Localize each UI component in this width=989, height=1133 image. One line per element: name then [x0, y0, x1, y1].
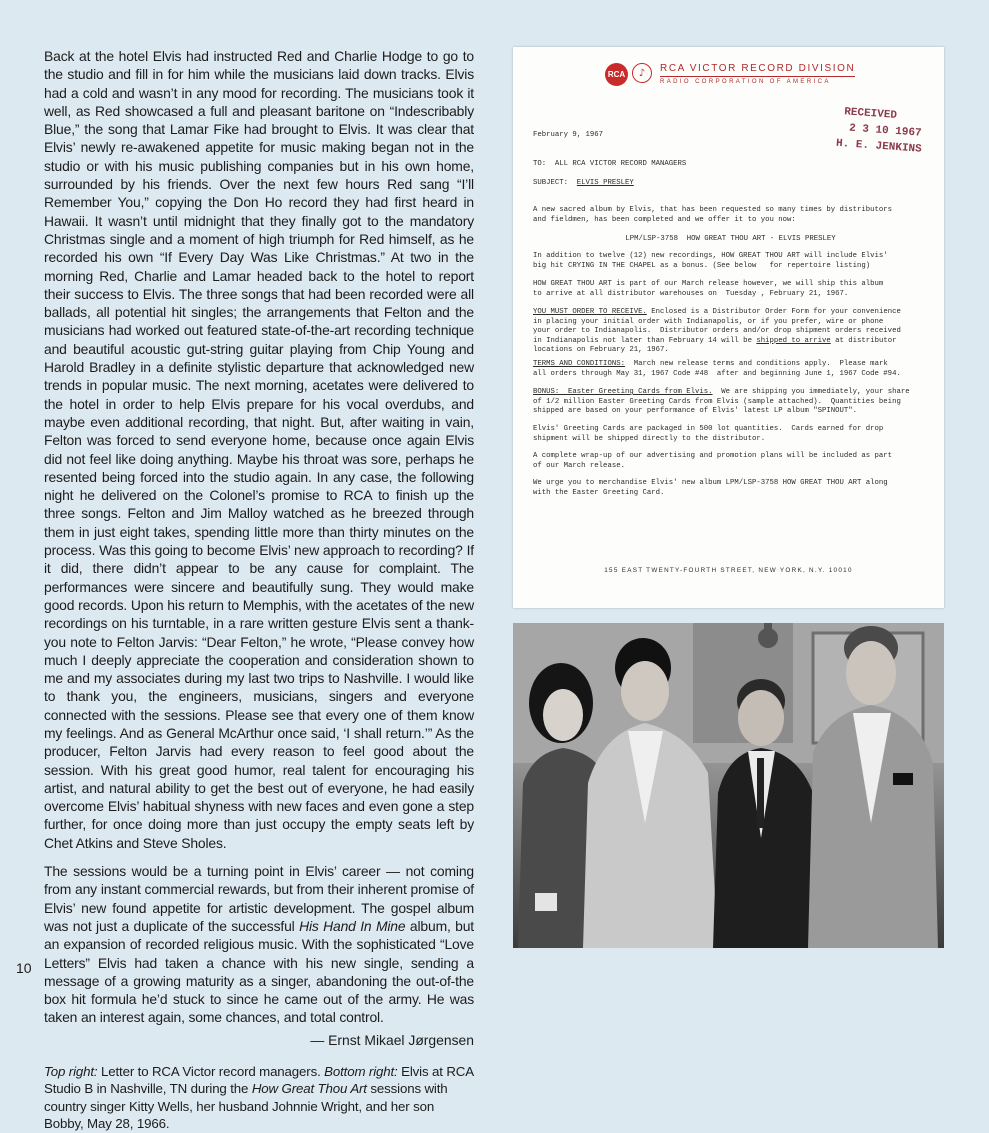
album-title-italic: His Hand In Mine	[299, 917, 406, 934]
nipper-dog-icon: ♪	[632, 63, 652, 83]
stamp-date: 2 3 10 1967	[848, 122, 922, 140]
letter-paragraph-5	[533, 360, 928, 379]
caption-text-1: Letter to RCA Victor record managers.	[97, 1063, 325, 1079]
letterhead-corporation: RADIO CORPORATION OF AMERICA	[660, 79, 831, 85]
letter-paragraph-7: Elvis' Greeting Cards are packaged in 500 lot quantities. Cards earned for drop shipment will be shipped directly to the distributor.	[533, 425, 884, 443]
letter-paragraph-2: In addition to twelve (12) new recordings, HOW GREAT THOU ART will include Elvis' big hit CRYING IN THE CHAPEL as a bonus. (See below for repertoire listing)	[533, 252, 888, 270]
caption-album-title: How Great Thou Art	[251, 1081, 367, 1097]
caption-text-3: sessions with country singer Kitty Wells, her husband Johnnie Wright, and her son Bobby, May 28, 1966.	[44, 1081, 448, 1132]
terms-label: TERMS AND CONDITIONS:	[533, 360, 625, 368]
stamp-name: H. E. JENKINS	[835, 137, 923, 156]
letter-paragraph-6	[533, 388, 928, 417]
paragraph-2-text-b: album, but an expansion of recorded religious music. With the sophisticated “Love Letters” Elvis had taken a chance with his new single, sending a message of a growing maturity as a singer, abandoning the out-of-the box hit formula he’d stuck to since he came out of the army. He was taken an interest again, some chances, and total control.	[44, 917, 475, 1026]
letterhead-division: RCA VICTOR RECORD DIVISION	[660, 63, 855, 77]
letter-paragraph-4	[533, 308, 928, 356]
rca-letter	[513, 47, 944, 608]
bonus-text: We are shipping you immediately, your share of 1/2 million Easter Greeting Cards from Elvis (sample attached). Quantities being shipped are based on your performance of Elvis' latest LP album "SPINOUT".	[533, 388, 910, 416]
subject-value: ELVIS PRESLEY	[576, 179, 634, 187]
order-label: YOU MUST ORDER TO RECEIVE.	[533, 308, 647, 316]
body-paragraph-1: Back at the hotel Elvis had instructed Red and Charlie Hodge to go to the studio and fill in for him while the musicians laid down tracks. Elvis had a cold and wasn’t in any mood for recording. The musicians took it well, as Red showcased a full and pleasant baritone on “Indescribably Blue,” the song that Lamar Fike had brought to Elvis. It was clear that Elvis’ newly re-awakened appetite for music making began not in the studio or with his music publishing companies but in his own home, surrounded by his friends. Over the next few hours Red sang “I’ll Remember You,” copying the Don Ho record they had first heard in Hawaii. It wasn’t until midnight that they finally got to the mandatory Christmas single and a moment of high triumph for Red himself, as he recorded his own “If Every Day Was Like Christmas.” At two in the morning Red, Charlie and Lamar headed back to the hotel to report their success to Elvis. The three songs that had been recorded were all ballads, all potential hit singles; the arrangements that Felton and the musicians had worked out featured state-of-the-art recording technique and beautiful acoustic gut-string guitar playing from Chip Young and Harold Bradley in a definite stylistic departure that acknowledged new trends in popular music. The next morning, acetates were delivered to the hotel in order to help Elvis prepare for his vocal overdubs, and maybe even additional recording, that night. But, after waiting in vain, Felton was forced to send everyone home, because once again Elvis did not feel like doing anything. Maybe his throat was sore, perhaps he resented being forced into the studio again. In any case, the following night he delivered on the Colonel’s promise to RCA to finish up the three songs. Felton and Jim Malloy watched as he breezed through them in just eight takes, spending little more than thirty minutes on the process. Was this going to become Elvis’ new approach to recording? If it did, there didn’t appear to be any cause for complaint. The performances were sincere and beautifully sung. They would make good records. Upon his return to Memphis, with the acetates of the new recordings on his turntable, in a rare written gesture Elvis sent a thank-you note to Felton Jarvis: “Dear Felton,” he wrote, “Please convey how much I deeply appreciate the cooperation and consideration shown to me and my associates during my last two trips to Nashville. I would like to thank you, the engineers, musicians, singers and everyone connected with the sessions. Please see that every one of them know my feelings. And as General McArthur once said, ‘I shall return.’” As the producer, Felton Jarvis had every reason to feel good about the session. With his great good humor, real talent for encouraging his artist, and natural ability to get the best out of everyone, he had easily overcome Elvis’ habitual shyness with new faces and even gone a step further, for once doing more than just occupy the empty seats left by Chet Atkins and Steve Sholes.	[44, 48, 474, 851]
page-number: 10	[16, 960, 32, 976]
studio-photo	[513, 623, 944, 948]
paragraph-2-text-a: The sessions would be a turning point in Elvis’ career — not coming from any instant commercial rewards, but from their inherent promise of Elvis’ new found appetite for artistic development. The gospel album was not just a duplicate of the successful	[44, 863, 474, 934]
letter-paragraph-3: HOW GREAT THOU ART is part of our March release however, we will ship this album to arrive at all distributor warehouses on Tuesday , February 21, 1967.	[533, 280, 884, 298]
photo-caption	[44, 1063, 474, 1133]
subject-label: SUBJECT:	[533, 179, 569, 187]
caption-label-top: Top right:	[44, 1063, 98, 1079]
bonus-label: BONUS: Easter Greeting Cards from Elvis.	[533, 388, 713, 396]
letter-paragraph-1: A new sacred album by Elvis, that has been requested so many times by distributors and fieldmen, has been completed and we offer it to you now:	[533, 206, 893, 224]
order-text-b: at distributor locations on February 21, 1967.	[533, 336, 897, 355]
terms-text: March new release terms and conditions apply. Please mark all orders through May 31, 1967 Code #48 after and beginning June 1, 1967 Code #94.	[533, 360, 901, 378]
shipped-to-arrive: shipped to arrive	[756, 336, 831, 345]
stamp-received: RECEIVED	[843, 106, 898, 122]
letter-subject	[533, 179, 928, 189]
studio-photo-illustration	[513, 623, 944, 948]
author-signature: — Ernst Mikael Jørgensen	[310, 1031, 474, 1048]
rca-logo-icon: RCA	[605, 63, 628, 86]
letter-paragraph-8: A complete wrap-up of our advertising and promotion plans will be included as part of our March release.	[533, 452, 893, 470]
body-paragraph-2	[44, 862, 474, 1027]
caption-label-bottom: Bottom right:	[324, 1063, 398, 1079]
letter-album-line: LPM/LSP-3758 HOW GREAT THOU ART - ELVIS PRESLEY	[625, 235, 836, 243]
letterhead	[605, 63, 855, 91]
letter-paragraph-9: We urge you to merchandise Elvis' new album LPM/LSP-3758 HOW GREAT THOU ART along with the Easter Greeting Card.	[533, 479, 888, 497]
letter-date: February 9, 1967	[533, 131, 604, 139]
letter-address-footer: 155 EAST TWENTY-FOURTH STREET, NEW YORK, N.Y. 10010	[604, 567, 853, 574]
order-text-a: Enclosed is a Distributor Order Form for your convenience in placing your initial order with Indianapolis, or if you prefer, wire or phone your order to Indianapolis. Distributor orders and/or drop shipment orders received in Indianapolis not later than February 14 will be	[533, 308, 901, 345]
article-column	[44, 47, 474, 1133]
letter-to: TO: ALL RCA VICTOR RECORD MANAGERS	[533, 160, 687, 168]
caption-text-2: Elvis at RCA Studio B in Nashville, TN during the	[44, 1063, 474, 1097]
